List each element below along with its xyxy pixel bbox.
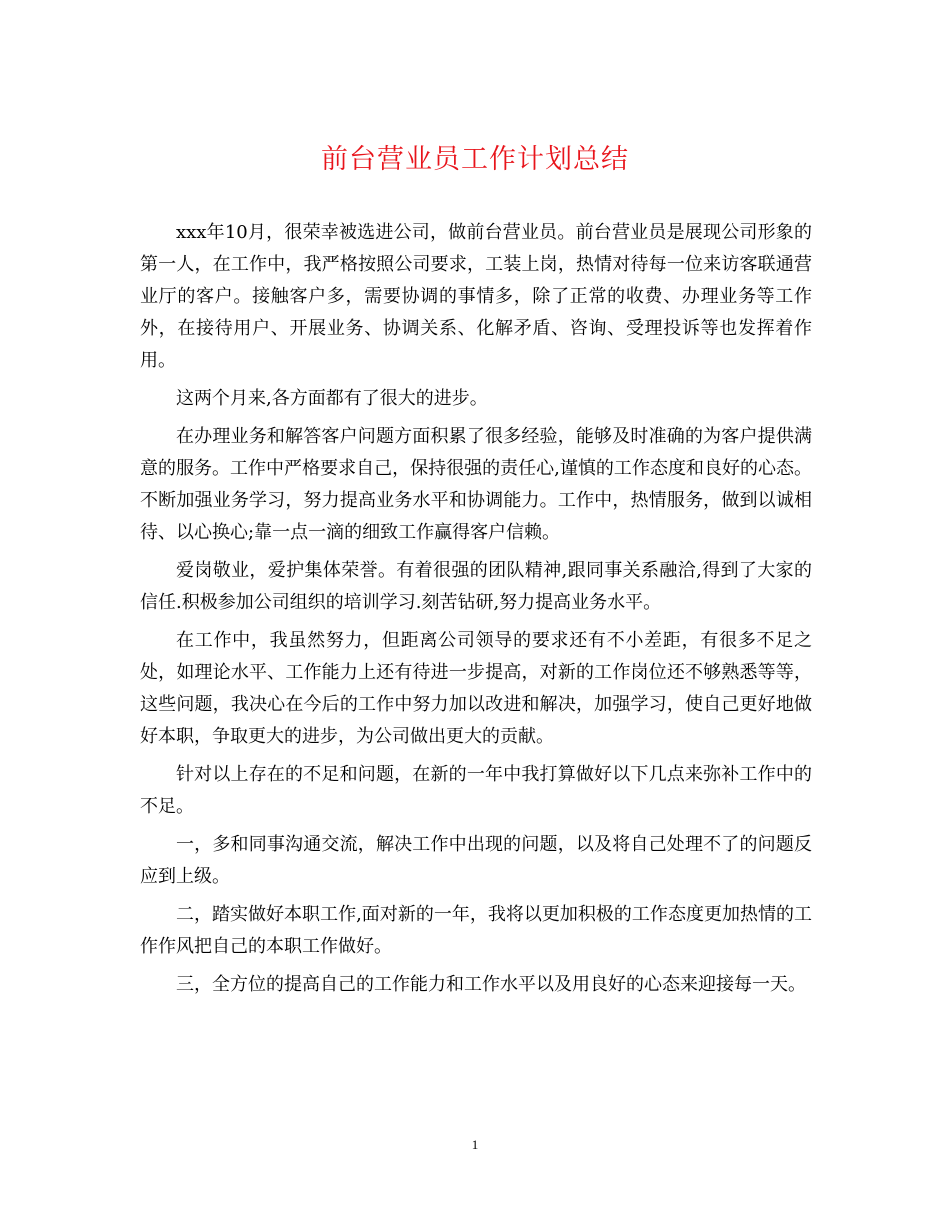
paragraph-experience: 在办理业务和解答客户问题方面积累了很多经验，能够及时准确的为客户提供满意的服务。工作中严格要求自己，保持很强的责任心,谨慎的工作态度和良好的心态。不断加强业务学习，努力提高业务水平和协调能力。工作中，热情服务，做到以诚相待、以心换心;靠一点一滴的细致工作赢得客户信赖。 bbox=[140, 426, 812, 543]
paragraph-plan-intro: 针对以上存在的不足和问题，在新的一年中我打算做好以下几点来弥补工作中的不足。 bbox=[140, 764, 812, 817]
paragraph-progress: 这两个月来,各方面都有了很大的进步。 bbox=[176, 388, 488, 409]
paragraph-plan-item-1: 一，多和同事沟通交流，解决工作中出现的问题，以及将自己处理不了的问题反应到上级。 bbox=[140, 834, 812, 887]
paragraph-plan-item-2: 二，踏实做好本职工作,面对新的一年，我将以更加积极的工作态度更加热情的工作作风把自己的本职工作做好。 bbox=[140, 904, 812, 957]
document-body bbox=[140, 217, 812, 1007]
page-number: 1 bbox=[471, 1137, 479, 1152]
paragraph-plan-item-3: 三，全方位的提高自己的工作能力和工作水平以及用良好的心态来迎接每一天。 bbox=[176, 974, 806, 995]
paragraph-shortcomings: 在工作中，我虽然努力，但距离公司领导的要求还有不小差距，有很多不足之处，如理论水平、工作能力上还有待进一步提高，对新的工作岗位还不够熟悉等等，这些问题，我决心在今后的工作中努力加以改进和解决，加强学习，使自己更好地做好本职，争取更大的进步，为公司做出更大的贡献。 bbox=[140, 630, 812, 747]
document-title: 前台营业员工作计划总结 bbox=[321, 144, 629, 175]
paragraph-dedication: 爱岗敬业，爱护集体荣誉。有着很强的团队精神,跟同事关系融洽,得到了大家的信任.积极参加公司组织的培训学习.刻苦钻研,努力提高业务水平。 bbox=[140, 560, 812, 613]
paragraph-intro: xxx年10月，很荣幸被选进公司，做前台营业员。前台营业员是展现公司形象的第一人，在工作中，我严格按照公司要求，工装上岗，热情对待每一位来访客联通营业厅的客户。接触客户多，需要协调的事情多，除了正常的收费、办理业务等工作外，在接待用户、开展业务、协调关系、化解矛盾、咨询、受理投诉等也发挥着作用。 bbox=[140, 222, 812, 371]
